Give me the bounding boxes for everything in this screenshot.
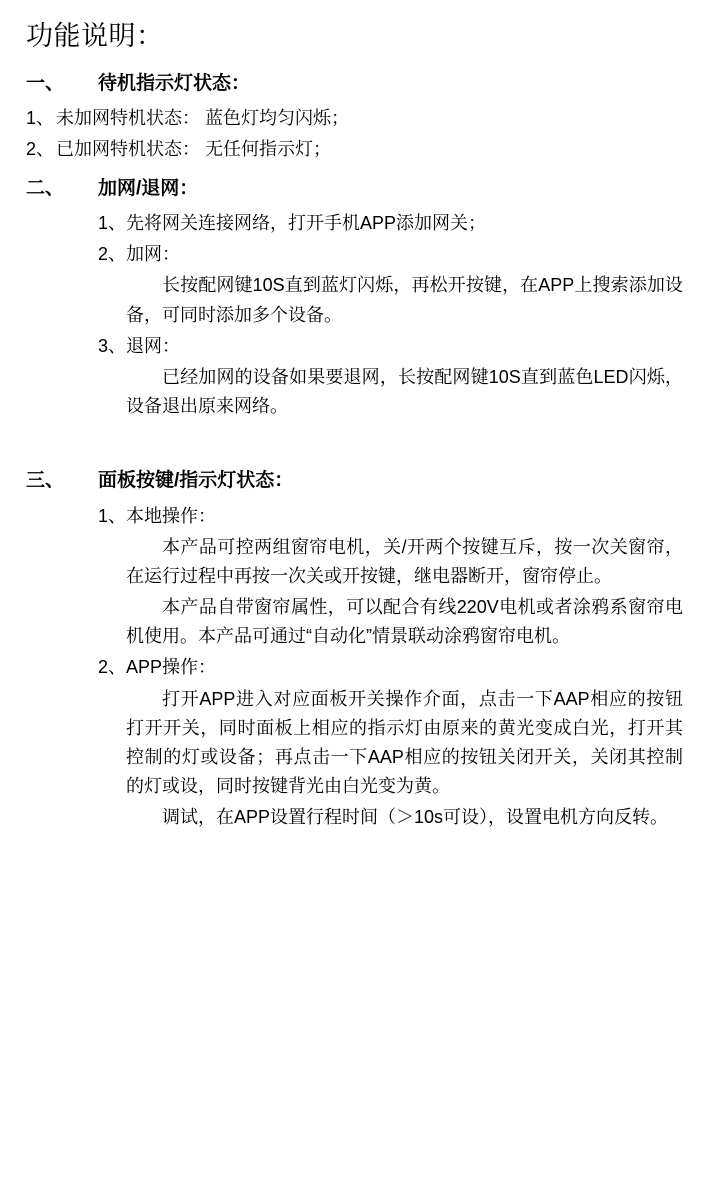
list-item [26,240,683,269]
section-number-1: 一、 [26,72,65,94]
list-item [26,104,683,133]
list-item-label: APP操作： [126,657,217,678]
section-heading-3 [26,467,683,496]
list-item-number: 3、 [98,335,127,356]
section-title-1: 待机指示灯状态： [98,72,251,94]
body-paragraph: 调试，在APP设置行程时间（＞10s可设），设置电机方向反转。 [162,807,669,828]
section-number-3: 三、 [26,470,65,492]
section-title-3: 面板按键/指示灯状态： [98,470,294,492]
list-item-label: 加网： [126,244,181,265]
section-heading-2 [26,175,683,204]
list-item-label: 未加网特机状态： 蓝色灯均匀闪烁； [56,108,349,129]
page-title: 功能说明： [26,21,164,51]
section-heading-1 [26,70,683,99]
section-number-2: 二、 [26,177,65,199]
list-item-number: 1、 [98,505,127,526]
list-item-label: 先将网关连接网络，打开手机APP添加网关； [126,213,487,234]
section-spacer [26,423,683,457]
body-paragraph: 本产品自带窗帘属性，可以配合有线220V电机或者涂鸦系窗帘电机使用。本产品可通过“自动化”情景联动涂鸦窗帘电机。 [126,597,683,647]
body-paragraph: 已经加网的设备如果要退网，长按配网键10S直到蓝色LED闪烁，设备退出原来网络。 [126,366,683,417]
list-item-number: 2、 [98,657,127,678]
list-item-number: 2、 [26,139,55,160]
list-item-label: 已加网特机状态： 无任何指示灯； [56,139,331,160]
list-item-label: 退网： [126,335,181,356]
section-title-2: 加网/退网： [98,177,199,199]
list-item [26,502,683,531]
list-item-label: 本地操作： [126,505,217,526]
list-item-number: 2、 [98,244,127,265]
list-item [26,653,683,682]
body-paragraph: 打开APP进入对应面板开关操作介面，点击一下AAP相应的按钮打开开关，同时面板上相应的指示灯由原来的黄光变成白光，打开其控制的灯或设备；再点击一下AAP相应的按钮关闭开关，关闭其控制的灯或设，同时按键背光由白光变为黄。 [126,688,683,797]
list-item-number: 1、 [26,108,55,129]
list-item [26,332,683,361]
body-paragraph: 长按配网键10S直到蓝灯闪烁，再松开按键，在APP上搜索添加设备，可同时添加多个设备。 [126,275,683,325]
list-item [26,209,683,238]
list-item-number: 1、 [98,213,127,234]
list-item [26,135,683,164]
body-paragraph: 本产品可控两组窗帘电机，关/开两个按键互斥，按一次关窗帘，在运行过程中再按一次关或开按键，继电器断开，窗帘停止。 [126,536,683,587]
